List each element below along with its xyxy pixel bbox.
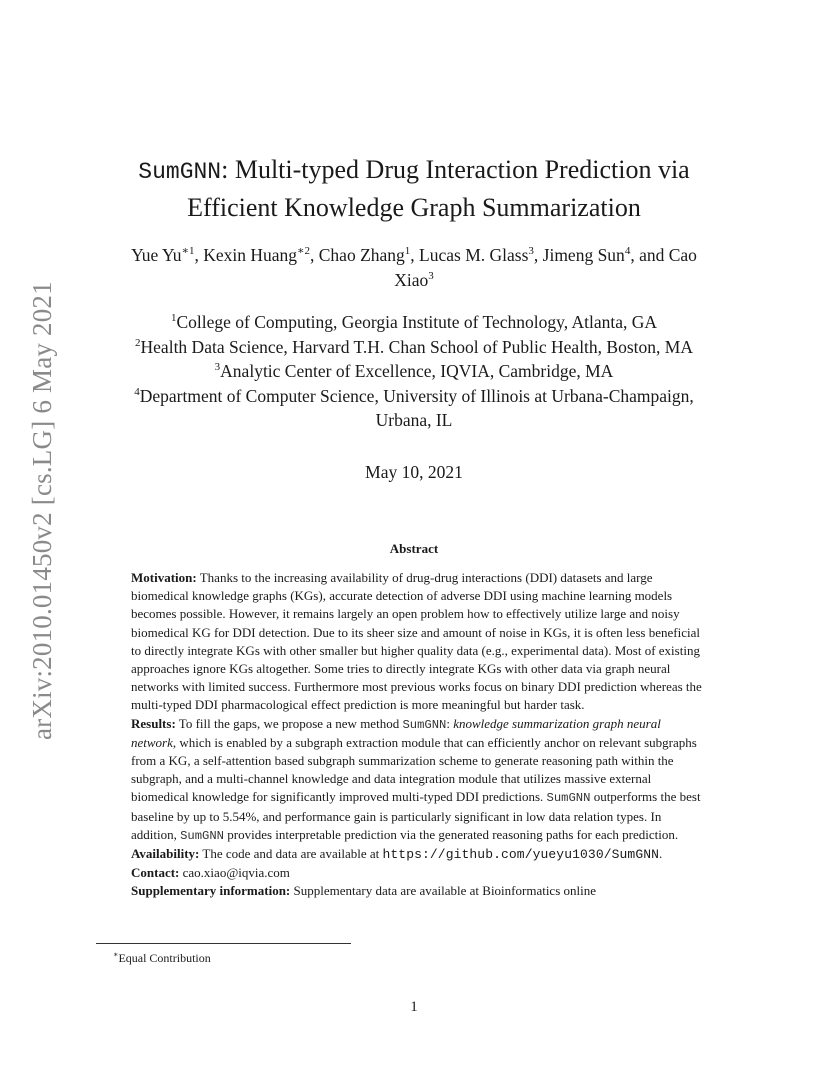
affiliation-continuation: Urbana, IL [375,410,453,430]
affiliation-line [60,359,768,384]
page-number: 1 [410,999,418,1015]
abstract-heading: Abstract [389,541,439,556]
author-list [70,243,758,293]
title-method-name: SumGNN [138,159,222,185]
affiliation-mark: 4 [134,385,140,398]
author-separator: , and [630,245,669,265]
author-name: Lucas M. Glass [419,245,529,265]
method-name: SumGNN [180,828,224,843]
affiliation-line [60,384,768,409]
method-name: SumGNN [402,717,447,732]
results-label: Results: [131,715,176,731]
affiliation-list [60,310,768,433]
author-name: Yue Yu [131,245,182,265]
author-name: Kexin Huang [203,245,298,265]
abstract-availability: Availability: The code and data are available at https://github.com/yueyu1030/SumGNN. [131,846,663,863]
results-text: outperforms the best baseline by up to 5.54%, and performance gain is particularly significant in low data relation types. In addition, [131,789,701,842]
affiliation-line [60,335,768,360]
author-name: Chao Zhang [318,245,405,265]
title-line-1-rest: : Multi-typed Drug Interaction Prediction via [221,155,690,184]
abstract-motivation [131,569,703,715]
results-text: , which is enabled by a subgraph extraction module that can efficiently anchor on relevant subgraphs from a KG, a self-attention based subgraph summarization scheme to generate reasoning path within the subgraph, and a multi-channel knowledge and data integration module that utilizes massive external biomedical knowledge for significantly improved multi-typed DDI predictions. [131,734,697,805]
method-name: SumGNN [546,791,591,806]
motivation-text: Thanks to the increasing availability of drug-drug interactions (DDI) datasets and large biomedical knowledge graphs (KGs), accurate detection of adverse DDI using machine learning models becomes possible. However, it remains largely an open problem how to effectively utilize large and noisy biomedical KG for DDI detection. Due to its sheer size and amount of noise in KGs, it is often less beneficial to directly integrate KGs with other smaller but higher quality data (e.g., experimental data). Most of existing approaches ignore KGs altogether. Some tries to directly integrate KGs with other data via graph neural networks with limited success. Furthermore most previous works focus on binary DDI prediction whereas the multi-typed DDI pharmacological effect prediction is more meaningful but harder task. [131,570,702,713]
results-text: provides interpretable prediction via the generated reasoning paths for each prediction. [227,826,679,842]
affiliation-text: College of Computing, Georgia Institute of Technology, Atlanta, GA [176,312,658,332]
contact-email[interactable]: cao.xiao@iqvia.com [182,865,290,881]
affiliation-text: Health Data Science, Harvard T.H. Chan School of Public Health, Boston, MA [140,336,693,357]
affiliation-text: Analytic Center of Excellence, IQVIA, Cambridge, MA [220,361,614,381]
availability-text: The code and data are available at [202,846,380,862]
paper-title [60,152,768,226]
footnote-text: Equal Contribution [118,951,211,965]
publication-date: May 10, 2021 [365,462,463,482]
supplementary-label: Supplementary information: [131,883,291,899]
author-affiliation-mark: 4 [624,245,631,258]
title-line-2: Efficient Knowledge Graph Summarization [187,193,641,222]
author-affiliation-mark: ∗2 [297,245,310,258]
author-name: Cao [668,245,697,265]
author-affiliation-mark: 3 [428,270,434,283]
author-name: Xiao [394,270,429,290]
availability-label: Availability: [131,846,200,862]
affiliation-mark: 1 [170,312,177,325]
footnote-divider [96,943,351,944]
affiliation-line [60,310,768,335]
abstract-results [131,715,703,845]
author-affiliation-mark: 1 [404,245,411,258]
arxiv-identifier-stamp: arXiv:2010.01450v2 [cs.LG] 6 May 2021 [27,281,57,740]
abstract-body [131,569,703,901]
author-separator: , [310,245,319,265]
affiliation-mark: 3 [214,361,221,374]
author-separator: , [410,245,420,265]
author-separator: , [194,245,204,265]
footnote-mark: ∗ [113,950,119,959]
results-text: : [446,715,450,731]
title-line-1 [60,152,768,190]
author-separator: , [533,245,543,265]
abstract-supplementary [131,882,703,900]
affiliation-mark: 2 [135,336,141,349]
author-name: Jimeng Sun [542,245,625,265]
affiliation-text: Department of Computer Science, University of Illinois at Urbana-Champaign, [139,385,694,406]
footnote [113,947,211,966]
supplementary-text: Supplementary data are available at Bioinformatics online [293,883,597,899]
code-repository-link[interactable]: https://github.com/yueyu1030/SumGNN [382,847,660,863]
abstract-contact [131,864,703,882]
author-affiliation-mark: ∗1 [181,245,195,258]
results-text: To fill the gaps, we propose a new method [178,715,400,731]
contact-label: Contact: [131,865,180,881]
motivation-label: Motivation: [131,570,197,585]
method-expansion: knowledge summarization graph neural network [131,715,661,750]
author-affiliation-mark: 3 [528,245,534,258]
